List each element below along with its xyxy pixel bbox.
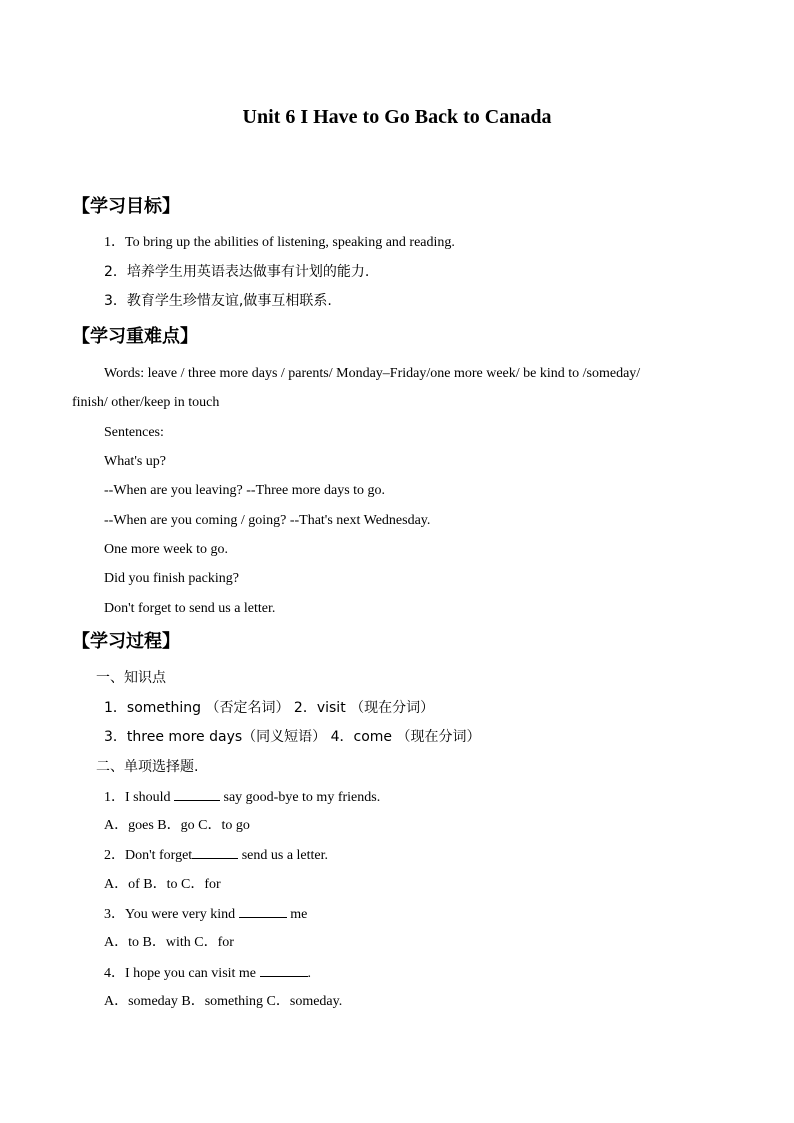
sentence-item: --When are you coming / going? --That's next Wednesday. bbox=[104, 513, 431, 528]
question-text: 2．Don't forget bbox=[104, 848, 193, 863]
goals-heading: 【学习目标】 bbox=[72, 196, 180, 217]
question-text: 1．I should bbox=[104, 790, 174, 805]
section-title: 一、知识点 bbox=[96, 670, 166, 686]
answer-blank bbox=[260, 964, 308, 977]
sentences-label: Sentences: bbox=[104, 425, 164, 440]
sentence-item: Did you finish packing? bbox=[104, 571, 239, 586]
answer-blank bbox=[174, 788, 220, 801]
options-2: A．of B．to C．for bbox=[104, 877, 221, 892]
options-1: A．goes B．go C．to go bbox=[104, 818, 250, 833]
question-text: 4．I hope you can visit me bbox=[104, 966, 260, 981]
knowledge-item: 3．three more days（同义短语） 4．come （现在分词） bbox=[104, 729, 481, 745]
question-text: . bbox=[307, 966, 312, 981]
question-text: 3．You were very kind bbox=[104, 907, 239, 922]
sentence-item: Don't forget to send us a letter. bbox=[104, 601, 276, 616]
answer-blank bbox=[239, 905, 287, 918]
options-3: A．to B．with C．for bbox=[104, 935, 234, 950]
page-title: Unit 6 I Have to Go Back to Canada bbox=[242, 106, 552, 128]
goal-item: 2．培养学生用英语表达做事有计划的能力. bbox=[104, 264, 370, 280]
question-text: send us a letter. bbox=[238, 848, 329, 863]
answer-blank bbox=[192, 846, 238, 859]
process-heading: 【学习过程】 bbox=[72, 631, 180, 652]
sentence-item: What's up? bbox=[104, 454, 167, 469]
section-title: 二、单项选择题. bbox=[96, 759, 199, 775]
key-points-heading: 【学习重难点】 bbox=[72, 326, 198, 347]
question-3 bbox=[104, 905, 307, 924]
question-text: say good-bye to my friends. bbox=[220, 790, 381, 805]
words-line: finish/ other/keep in touch bbox=[72, 395, 220, 410]
question-4 bbox=[104, 964, 311, 983]
question-2 bbox=[104, 846, 328, 865]
knowledge-item: 1．something （否定名词） 2．visit （现在分词） bbox=[104, 700, 435, 716]
sentence-item: --When are you leaving? --Three more days to go. bbox=[104, 483, 386, 498]
question-text: me bbox=[286, 907, 308, 922]
goal-item: 1．To bring up the abilities of listening, speaking and reading. bbox=[104, 235, 455, 250]
options-4: A．someday B．something C．someday. bbox=[104, 994, 343, 1009]
sentence-item: One more week to go. bbox=[104, 542, 229, 557]
words-line: Words: leave / three more days / parents/ Monday–Friday/one more week/ be kind to /someday/ bbox=[104, 366, 641, 381]
question-1 bbox=[104, 788, 380, 807]
goal-item: 3．教育学生珍惜友谊,做事互相联系. bbox=[104, 293, 332, 309]
